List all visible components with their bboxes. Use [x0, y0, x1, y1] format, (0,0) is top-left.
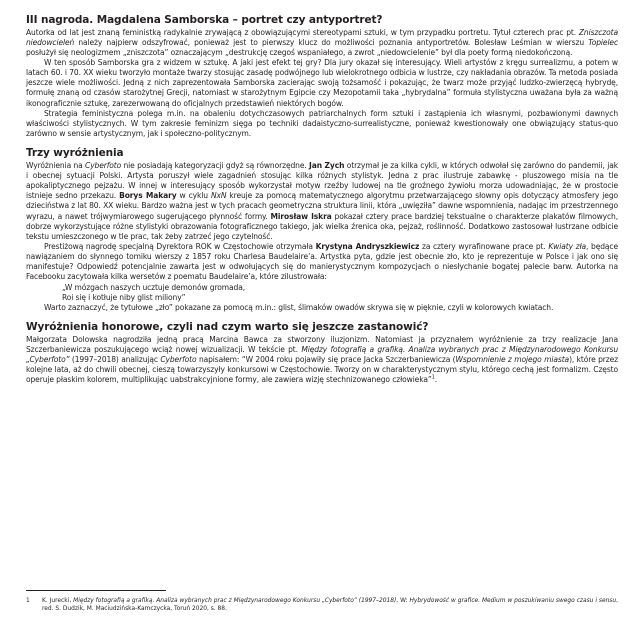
text-run: (1997–2018) analizując	[69, 354, 161, 364]
text-run: napisałem: “W 2004 roku pojawiły się prace Jacka Szczerbaniewicza (	[196, 354, 456, 364]
text-run: posłużył się neologizmem „zniszczota” oznaczającym „destrukcję czegoś wspaniałego, a zwrot „niedowcielenie” był dla poety formą niedokończoną.	[26, 47, 573, 57]
title-emphasis: Wspomnienie z mojego miasta	[455, 354, 570, 364]
text-run: , W:	[396, 598, 410, 604]
text-run: .	[434, 375, 438, 385]
section-heading-three-distinctions: Trzy wyróżnienia	[26, 147, 124, 160]
footnote-divider	[26, 590, 166, 591]
text-run: K. Jurecki,	[42, 598, 74, 604]
paragraph	[26, 28, 618, 58]
text-run: , będące nawiązaniem do słynnego tomiku wierszy z 1857 roku Charlesa Baudelaire’a. Artystka pyta, gdzie jest obecnie zło, kto je reprezentuje w Polsce i jak ono się manifestuje? Odpowiedź potencjalnie zawarta jest w odwołujących się do manierystycznym kompozycjach o niesłychanie bogatej palecie barw. Autorka na Facebooku zacytowała kilka wersetów z poematu Baudelaire’a, które zilustrowała:	[26, 241, 618, 282]
name-emphasis: Krystyna Andryszkiewicz	[315, 241, 420, 251]
text-run: pokazał cztery prace bardziej tekstualne o charakterze plakatów filmowych, dobrze wykorzystujące różne stylistyki obrazowania fotograficznego takiego, jak wielka źrenica oka, pejzaż, roślinność. Dodatkowo zastosował lustrzane odbicie tekstu umieszczonego w tle prac, tak żeby zatrzeć jego czytelność.	[26, 211, 619, 241]
paragraph	[26, 335, 618, 386]
name-emphasis: Borys Makary	[119, 191, 177, 201]
section-heading-honorable-mentions: Wyróżnienia honorowe, czyli nad czym warto się jeszcze zastanowić?	[26, 321, 429, 334]
text-run: ), które przez kolejne lata, aż do chwili obecnej, cieszą towarzyszyły konkursowi w Częstochowie. Tworzy on w charakterystycznym stylu, którego cechą jest formalizm. Często operuje płaskim kolorem, multiplikując uabstrakcyjnione formy, ale zawiera wizję stechnizowanego człowieka”	[26, 354, 618, 385]
title-emphasis: Cyberfoto	[160, 354, 197, 364]
footnote-number: 1	[26, 598, 30, 604]
name-emphasis: Jan Zych	[309, 160, 345, 170]
text-run: za cztery wyrafinowane prace pt.	[419, 241, 549, 251]
text-run: Wyróżnienia na	[26, 160, 86, 170]
quote-line: Roi się i kotłuje niby glist miliony”	[62, 292, 186, 302]
paragraph	[26, 303, 618, 313]
title-emphasis: Kwiaty zła	[548, 241, 587, 251]
text-run: , red. S. Dudzik, M. Maciudzińska-Kamczycka, Toruń 2020, s. 88.	[42, 598, 618, 612]
text-run: Warto zaznaczyć, że tytułowe „zło” pokazane za pomocą m.in.: glist, ślimaków owadów skrywa się w pięknie, czyli w kolorowych kwiatach.	[44, 302, 554, 312]
title-emphasis: Zniszczota niedowcieleń	[26, 27, 618, 47]
text-run: Prestiżową nagrodę specjalną Dyrektora ROK w Częstochowie otrzymała	[44, 241, 316, 251]
poem-quote	[62, 283, 618, 303]
title-emphasis: Hybrydowość w grafice. Medium w poszukiwaniu swego czasu i sensu	[409, 598, 617, 604]
paragraph	[26, 242, 618, 283]
text-run: kreuje za pomocą matematycznego algorytmu przetwarzającego słowny opis dotyczący atmosfery jego dzieciństwa z lat 80. XX wieku. Bardzo ważna jest w tych pracach geometryczna struktura linii, która „uwięziła” dawne wspomnienia, nadając im przestrzennego wyrazu, a nawet trójwymiarowego sugerującego płynność formy.	[26, 191, 618, 221]
section-heading-third-prize: III nagroda. Magdalena Samborska – portret czy antyportret?	[26, 14, 383, 26]
quote-line: „W mózgach naszych ucztuje demonów gromada,	[62, 282, 246, 292]
title-emphasis: Między fotografią a grafiką. Analiza wybranych prac z Międzynarodowego Konkursu „Cyberfoto” (1997–2018)	[73, 598, 397, 604]
paragraph	[26, 109, 618, 139]
footnote	[26, 597, 618, 613]
title-emphasis: Między fotografią a grafiką. Analiza wybranych prac z Międzynarodowego Konkursu „Cyberfoto”	[26, 344, 618, 364]
text-run: Małgorzata Dolowska nagrodziła jedną pracą Marcina Bawca za stworzony iluzjonizm. Natomiast ja przyznałem wyróżnienie za trzy realizacje Jana Szczerbaniewicza poszukującego wciąż nowej wizualizacji. W tekście pt.	[26, 334, 618, 354]
title-emphasis: Topielec	[588, 37, 618, 47]
article-body	[26, 14, 618, 385]
text-run: nie posiadają kategoryzacji gdyż są równorzędne.	[121, 160, 310, 170]
text-run: Autorka od lat jest znaną feministką radykalnie zrywającą z obowiązującymi stereotypami sztuki, w tym przypadku portretu. Tytuł czterech prac pt.	[26, 27, 579, 37]
title-emphasis: Cyberfoto	[85, 160, 122, 170]
name-emphasis: Mirosław Iskra	[270, 211, 332, 221]
footnote-ref: 1	[431, 374, 435, 381]
text-run: należy najpierw odszyfrować, ponieważ jest to pierwszy klucz do możliwości poznania antyportretów. Bolesław Leśmian w wierszu	[74, 37, 589, 47]
text-run: w cyklu	[176, 191, 211, 201]
text-run: W ten sposób Samborska gra z widzem w sztukę. A jaki jest efekt tej gry? Dla jury okazał się interesujący. Wieli artystów z kręgu surrealizmu, a potem w latach 60. i 70. XX wieku tworzyło montaże twarzy stosując zasadę podwójnego lub wielokrotnego odbicia w lustrze, czy nakładania obrazów. Ta metoda posiada jeszcze wiele możliwości. Jedną z nich zaprezentowała Samborska zacierając swoją tożsamość i pokazując, że twarz może przyjąć ludzko-zwierzęcą hybrydę, formułę znaną od czasów starożytnej Grecji, natomiast w starożytnym Egipcie czy Mezopotamii taka „hybrydalna” formuła stylistyczna uważana była za ważną ikonograficznie sztukę, zarezerwowaną do oficjalnych przedstawień niektórych bogów.	[26, 57, 618, 108]
paragraph	[26, 58, 618, 109]
text-run: otrzymał je za kilka cykli, w których odwołał się zarówno do pandemii, jak i obecnej sytuacji Polski. Artysta poruszył wiele zagadnień stosując kilka różnych stylistyk. Jedna z prac ilustruje zabawkę - pluszowego misia na tle apokaliptycznego pejzażu. W innej w interesujący sposób wykorzystał motyw rzeźby ludowej na tle groźnego żywiołu morza udowadniając, że w prostocie istnieje sedno przekazu.	[26, 160, 618, 201]
title-emphasis: NxN	[210, 191, 227, 201]
footnote-text	[42, 597, 618, 613]
paragraph	[26, 161, 618, 242]
text-run: Strategia feministyczna polega m.in. na obaleniu dotychczasowych patriarchalnych form sztuki i zastąpienia ich własnymi, pozbawionymi dawnych właściwości stylistycznych. W tym zakresie feminizm sięga po techniki dadaistyczno-surrealistyczne, ponieważ kwestionowały one obwiązujący status-quo zarówno w sensie artystycznym, jak i społeczno-politycznym.	[26, 108, 618, 139]
